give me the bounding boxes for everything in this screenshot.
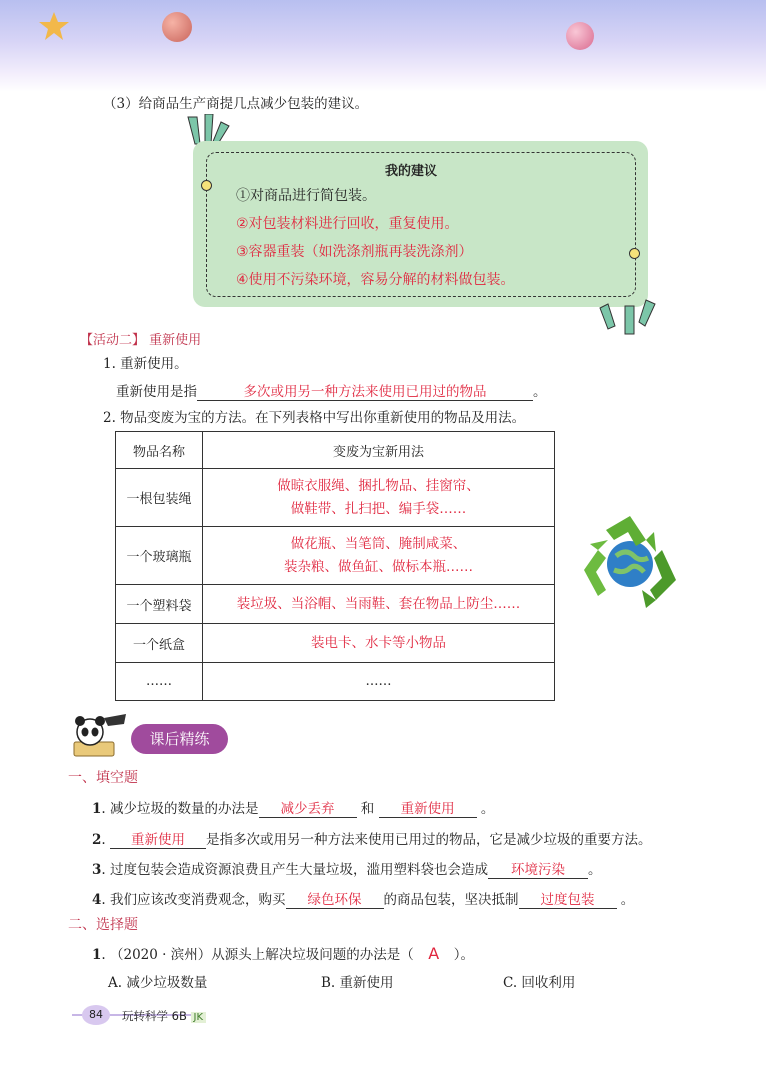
choice-option-b: B. 重新使用 xyxy=(321,975,394,991)
panda-mascot-icon xyxy=(68,714,130,760)
answer-blank: 重新使用 xyxy=(110,828,206,849)
suggestion-item: ③容器重装（如洗涤剂瓶再装洗涤剂） xyxy=(236,244,473,260)
after-class-badge: 课后精练 xyxy=(131,724,228,754)
pin-icon xyxy=(629,248,640,259)
question-text: . 我们应该改变消费观念，购买 xyxy=(101,892,286,908)
choice-answer: A xyxy=(428,944,440,963)
table-row xyxy=(116,663,555,701)
row-item: 一个玻璃瓶 xyxy=(116,527,203,585)
q1-answer: 多次或用另一种方法来使用已用过的物品 xyxy=(197,380,533,401)
question-number: 1 xyxy=(92,801,102,817)
question-number: 1 xyxy=(92,947,102,963)
question-text: 。 xyxy=(480,801,495,817)
fill-question-2 xyxy=(92,828,652,849)
table-row xyxy=(116,624,555,663)
table-row xyxy=(116,585,555,624)
question-text: . xyxy=(101,832,110,848)
method-line: 装杂粮、做鱼缸、做标本瓶…… xyxy=(284,558,473,575)
question-text: 是指多次或用另一种方法来使用已用过的物品，它是减少垃圾的重要方法。 xyxy=(206,832,652,848)
activity-q1: 1. 重新使用。 xyxy=(103,356,188,372)
row-item: 一个纸盒 xyxy=(116,624,203,663)
question-number: 2 xyxy=(92,832,102,848)
table-row xyxy=(116,469,555,527)
suggestion-title: 我的建议 xyxy=(385,164,438,179)
page-number: 84 xyxy=(82,1005,110,1025)
star-icon xyxy=(38,10,70,42)
suggestion-item: ①对商品进行简包装。 xyxy=(236,188,376,204)
planet-icon xyxy=(566,22,594,50)
fill-question-4 xyxy=(92,888,634,909)
answer-blank: 减少丢弃 xyxy=(259,797,357,818)
answer-blank: 过度包装 xyxy=(519,888,617,909)
reuse-table xyxy=(115,431,555,701)
row-method xyxy=(203,469,555,527)
question-text: 和 xyxy=(360,801,375,817)
suggestion-question: （3）给商品生产商提几点减少包装的建议。 xyxy=(103,96,369,112)
header-item: 物品名称 xyxy=(116,432,203,469)
choice-question-1 xyxy=(92,943,474,963)
question-text: . （2020 · 滨州）从源头上解决垃圾问题的办法是（ xyxy=(101,947,414,963)
recycle-icon xyxy=(576,510,684,614)
method-line: 装电卡、水卡等小物品 xyxy=(311,634,446,651)
choice-option-a: A. 减少垃圾数量 xyxy=(108,975,208,991)
planet-icon xyxy=(162,12,192,42)
book-title: 玩转科学 6B xyxy=(122,1009,187,1023)
row-method: …… xyxy=(203,663,555,701)
question-text: 的商品包装，坚决抵制 xyxy=(383,892,519,908)
method-line: 做鞋带、扎扫把、编手袋…… xyxy=(290,500,467,517)
table-header-row xyxy=(116,432,555,469)
activity-q1-line xyxy=(116,380,547,401)
method-line: 做晾衣服绳、捆扎物品、挂窗帘、 xyxy=(277,477,480,494)
suggestion-item: ②对包装材料进行回收，重复使用。 xyxy=(236,216,459,232)
question-text: 。 xyxy=(588,862,602,878)
header-method: 变废为宝新用法 xyxy=(203,432,555,469)
question-text: ）。 xyxy=(453,947,474,963)
method-line: 装垃圾、当浴帽、当雨鞋、套在物品上防尘…… xyxy=(236,595,521,612)
section-fill-blank: 一、填空题 xyxy=(68,770,138,786)
section-choice: 二、选择题 xyxy=(68,917,138,933)
row-item: 一根包装绳 xyxy=(116,469,203,527)
table-row xyxy=(116,527,555,585)
answer-blank: 环境污染 xyxy=(488,858,588,879)
header-banner xyxy=(0,0,766,92)
q1-prefix: 重新使用是指 xyxy=(116,384,197,400)
q1-suffix: 。 xyxy=(533,384,547,400)
fill-question-3 xyxy=(92,858,602,879)
method-line: 做花瓶、当笔筒、腌制咸菜、 xyxy=(290,535,467,552)
activity-q2: 2. 物品变废为宝的方法。在下列表格中写出你重新使用的物品及用法。 xyxy=(103,410,526,426)
row-item: 一个塑料袋 xyxy=(116,585,203,624)
answer-blank: 绿色环保 xyxy=(286,888,384,909)
decor-burst-icon xyxy=(598,296,660,336)
edition-badge: JK xyxy=(191,1012,207,1023)
fill-question-1 xyxy=(92,797,494,818)
question-text: . 减少垃圾的数量的办法是 xyxy=(101,801,259,817)
question-text: . 过度包装会造成资源浪费且产生大量垃圾，滥用塑料袋也会造成 xyxy=(101,862,488,878)
row-method xyxy=(203,585,555,624)
question-number: 4 xyxy=(92,892,102,908)
question-number: 3 xyxy=(92,862,102,878)
row-method xyxy=(203,527,555,585)
row-method xyxy=(203,624,555,663)
suggestion-item: ④使用不污染环境，容易分解的材料做包装。 xyxy=(236,272,515,288)
question-text: 。 xyxy=(620,892,635,908)
answer-blank: 重新使用 xyxy=(379,797,477,818)
row-item: …… xyxy=(116,663,203,701)
activity-title: 【活动二】 重新使用 xyxy=(80,333,202,348)
pin-icon xyxy=(201,180,212,191)
footer-book xyxy=(122,1008,206,1024)
choice-option-c: C. 回收利用 xyxy=(503,975,576,991)
